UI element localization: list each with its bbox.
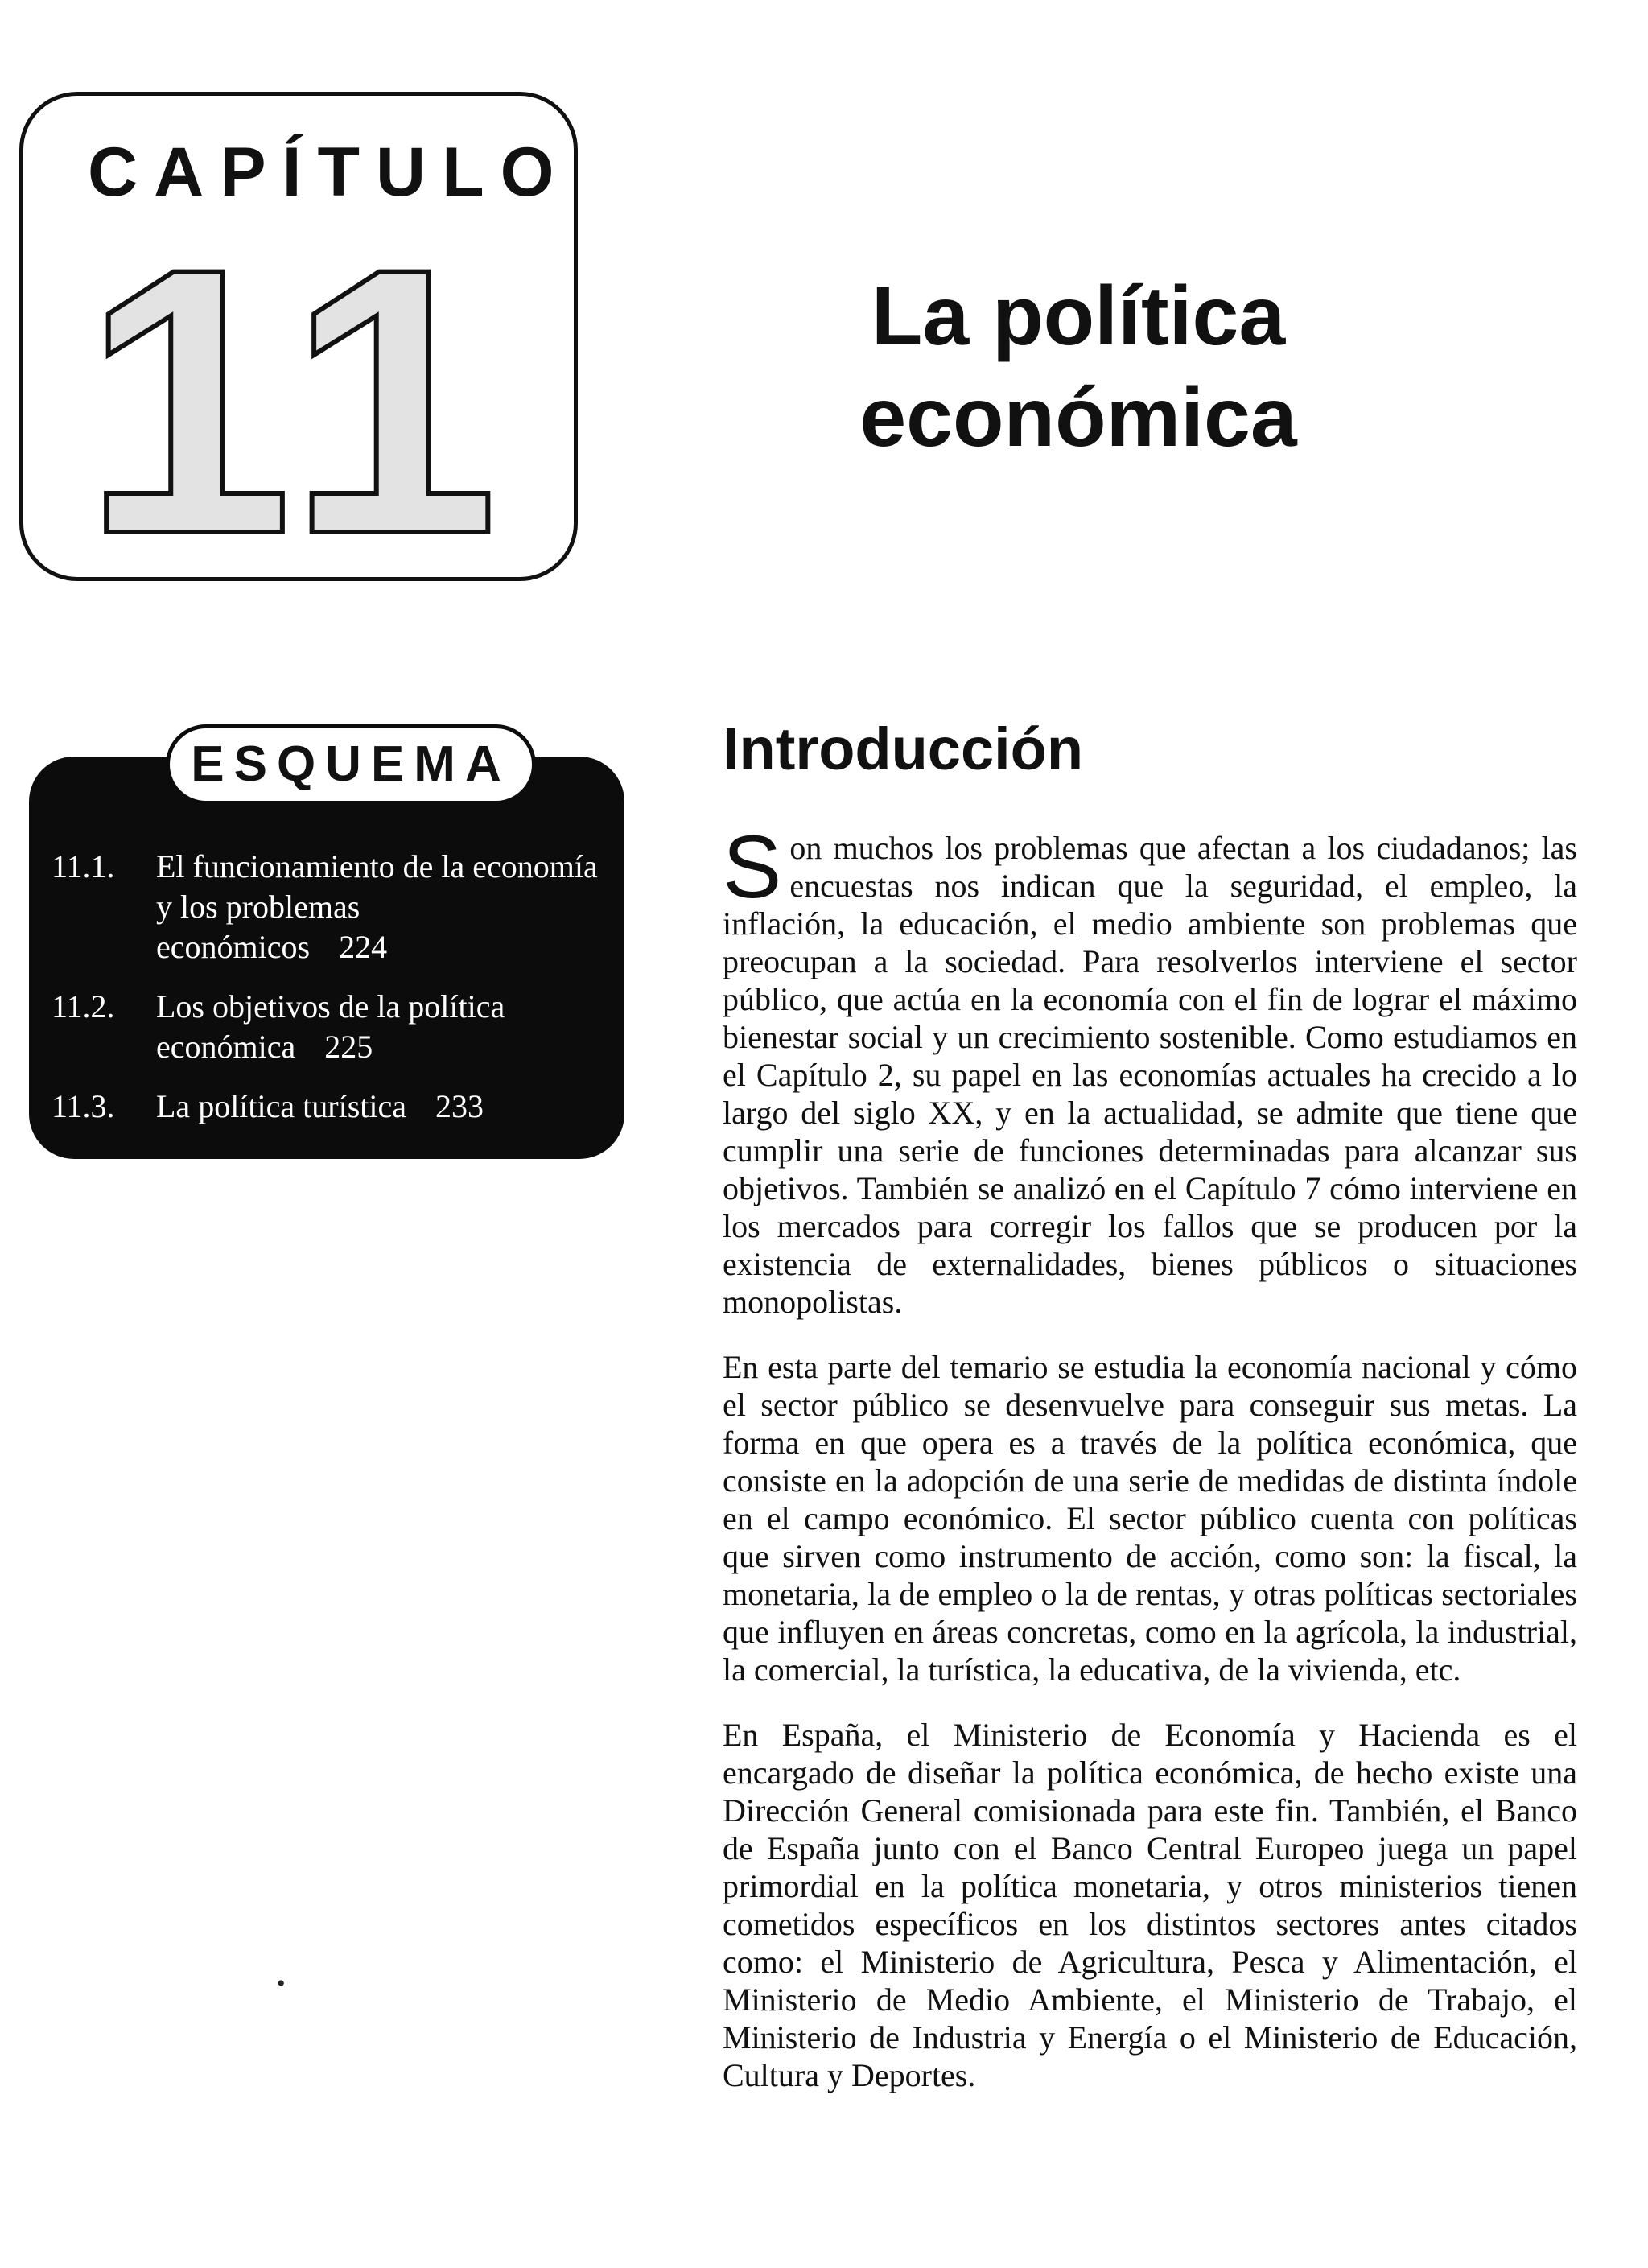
esquema-item bbox=[52, 1087, 599, 1127]
esquema-item-text bbox=[156, 987, 599, 1067]
esquema-box bbox=[29, 736, 624, 1159]
paragraph-1 bbox=[723, 818, 1577, 1321]
esquema-item-title: El funcionamiento de la economía y los problemas económicos bbox=[156, 848, 598, 965]
esquema-item-page: 233 bbox=[435, 1088, 484, 1124]
drop-cap: S bbox=[723, 818, 782, 917]
paragraph-2: En esta parte del temario se estudia la economía nacional y cómo el sector público se desenvuelve para conseguir sus metas. La forma en que opera es a través de la política económica, que consiste en la adopción de una serie de medidas de distinta índole en el campo económico. El sector público cuenta con políticas que sirven como instrumento de acción, como son: la fiscal, la monetaria, la de empleo o la de rentas, y otras políticas sectoriales que influyen en áreas concretas, como en la agrícola, la industrial, la comercial, la turística, la educativa, de la vivienda, etc. bbox=[723, 1349, 1577, 1688]
esquema-item-number: 11.1. bbox=[52, 848, 115, 885]
stray-mark: • bbox=[277, 1970, 286, 1997]
chapter-title bbox=[837, 266, 1320, 468]
esquema-item-text bbox=[156, 847, 599, 967]
esquema-item-title: Los objetivos de la política económica bbox=[156, 988, 505, 1065]
esquema-item bbox=[52, 987, 599, 1067]
esquema-item-page: 224 bbox=[339, 929, 388, 965]
introduction-heading: Introducción bbox=[723, 715, 1084, 782]
esquema-item-number: 11.3. bbox=[52, 1088, 115, 1124]
chapter-number: 11 bbox=[82, 190, 515, 612]
chapter-box bbox=[19, 92, 578, 612]
chapter-label: CAPÍTULO bbox=[88, 134, 571, 211]
introduction-body bbox=[723, 818, 1577, 2122]
paragraph-1-text: on muchos los problemas que afectan a los ciudadanos; las encuestas nos indican que la seguridad, el empleo, la inflación, la educación, el medio ambiente son problemas que preocupan a la sociedad. Para resolverlos interviene el sector público, que actúa en la economía con el fin de lograr el máximo bienestar social y un crecimiento sostenible. Como estudiamos en el Capítulo 2, su papel en las economías actuales ha crecido a lo largo del siglo XX, y en la actualidad, se admite que tiene que cumplir una serie de funciones determinadas para alcanzar sus objetivos. También se analizó en el Capítulo 7 cómo interviene en los mercados para corregir los fallos que se producen por la existencia de externalidades, bienes públicos o situaciones monopolistas. bbox=[723, 830, 1577, 1320]
esquema-item-number: 11.2. bbox=[52, 988, 115, 1025]
esquema-item-page: 225 bbox=[324, 1029, 373, 1065]
esquema-item-title: La política turística bbox=[156, 1088, 406, 1124]
esquema-title: ESQUEMA bbox=[166, 724, 536, 805]
esquema-item-text bbox=[156, 1087, 599, 1127]
chapter-title-line1: La política bbox=[871, 270, 1286, 363]
chapter-title-line2: económica bbox=[859, 371, 1297, 464]
esquema-list bbox=[52, 847, 599, 1146]
paragraph-3: En España, el Ministerio de Economía y Hacienda es el encargado de diseñar la política económica, de hecho existe una Dirección General comisionada para este fin. También, el Banco de España junto con el Banco Central Europeo juega un papel primordial en la política monetaria, y otros ministerios tienen cometidos específicos en los distintos sectores antes citados como: el Ministerio de Agricultura, Pesca y Alimentación, el Ministerio de Medio Ambiente, el Ministerio de Trabajo, el Ministerio de Industria y Energía o el Ministerio de Educación, Cultura y Deportes. bbox=[723, 1717, 1577, 2093]
esquema-item bbox=[52, 847, 599, 967]
